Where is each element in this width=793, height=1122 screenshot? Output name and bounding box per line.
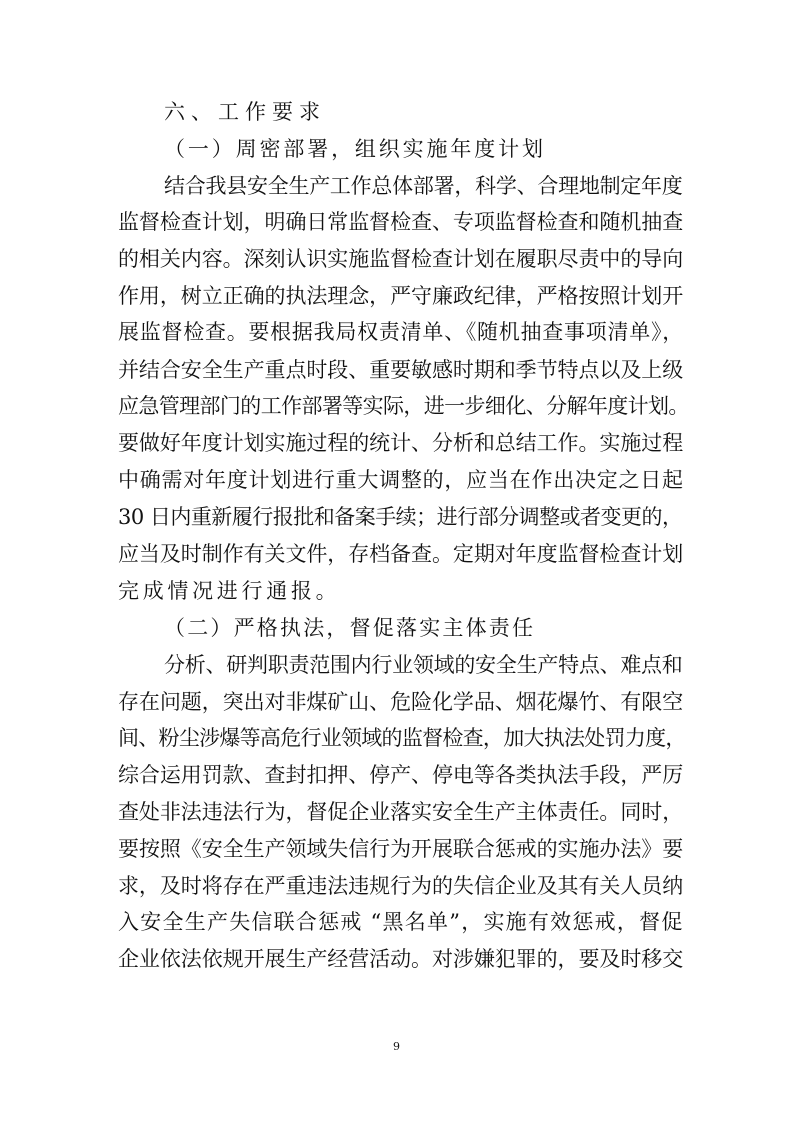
text-line: 六、工作要求: [164, 100, 326, 124]
text-line: 要按照《安全生产领域失信行为开展联合惩戒的实施办法》要: [118, 837, 684, 861]
text-line: 作用，树立正确的执法理念，严守廉政纪律，严格按照计划开: [118, 284, 684, 308]
text-line: （一）周密部署，组织实施年度计划: [164, 137, 546, 161]
text-line: 分析、研判职责范围内行业领域的安全生产特点、难点和: [164, 653, 683, 677]
text-line: 要做好年度计划实施过程的统计、分析和总结工作。实施过程: [118, 431, 684, 455]
text-line: 完成情况进行通报。: [118, 579, 341, 603]
text-line: 中确需对年度计划进行重大调整的，应当在作出决定之日起: [118, 468, 684, 492]
text-line: 求，及时将存在严重违法违规行为的失信企业及其有关人员纳: [118, 874, 684, 898]
text-line: 监督检查计划，明确日常监督检查、专项监督检查和随机抽查: [118, 210, 684, 234]
text-line: 存在问题，突出对非煤矿山、危险化学品、烟花爆竹、有限空: [118, 690, 684, 714]
text-line: 展监督检查。要根据我局权责清单、《随机抽查事项清单》，: [118, 320, 684, 344]
text-line: 应当及时制作有关文件，存档备查。定期对年度监督检查计划: [118, 542, 684, 566]
text-line: 结合我县安全生产工作总体部署，科学、合理地制定年度: [164, 174, 683, 198]
text-line: 查处非法违法行为，督促企业落实安全生产主体责任。同时，: [118, 800, 684, 824]
text-line: 30 日内重新履行报批和备案手续；进行部分调整或者变更的，: [118, 505, 683, 529]
page-number: 9: [393, 1040, 400, 1053]
text-line: 间、粉尘涉爆等高危行业领域的监督检查，加大执法处罚力度，: [118, 726, 686, 750]
text-line: 应急管理部门的工作部署等实际，进一步细化、分解年度计划。: [118, 394, 689, 418]
text-line: 企业依法依规开展生产经营活动。对涉嫌犯罪的，要及时移交: [118, 947, 684, 971]
text-line: 入安全生产失信联合惩戒 “黑名单”，实施有效惩戒，督促: [118, 910, 684, 934]
text-line: 的相关内容。深刻认识实施监督检查计划在履职尽责中的导向: [118, 247, 684, 271]
text-line: （二）严格执法，督促落实主体责任: [164, 616, 536, 640]
text-line: 综合运用罚款、查封扣押、停产、停电等各类执法手段，严厉: [118, 763, 684, 787]
text-line: 并结合安全生产重点时段、重要敏感时期和季节特点以及上级: [118, 358, 684, 382]
